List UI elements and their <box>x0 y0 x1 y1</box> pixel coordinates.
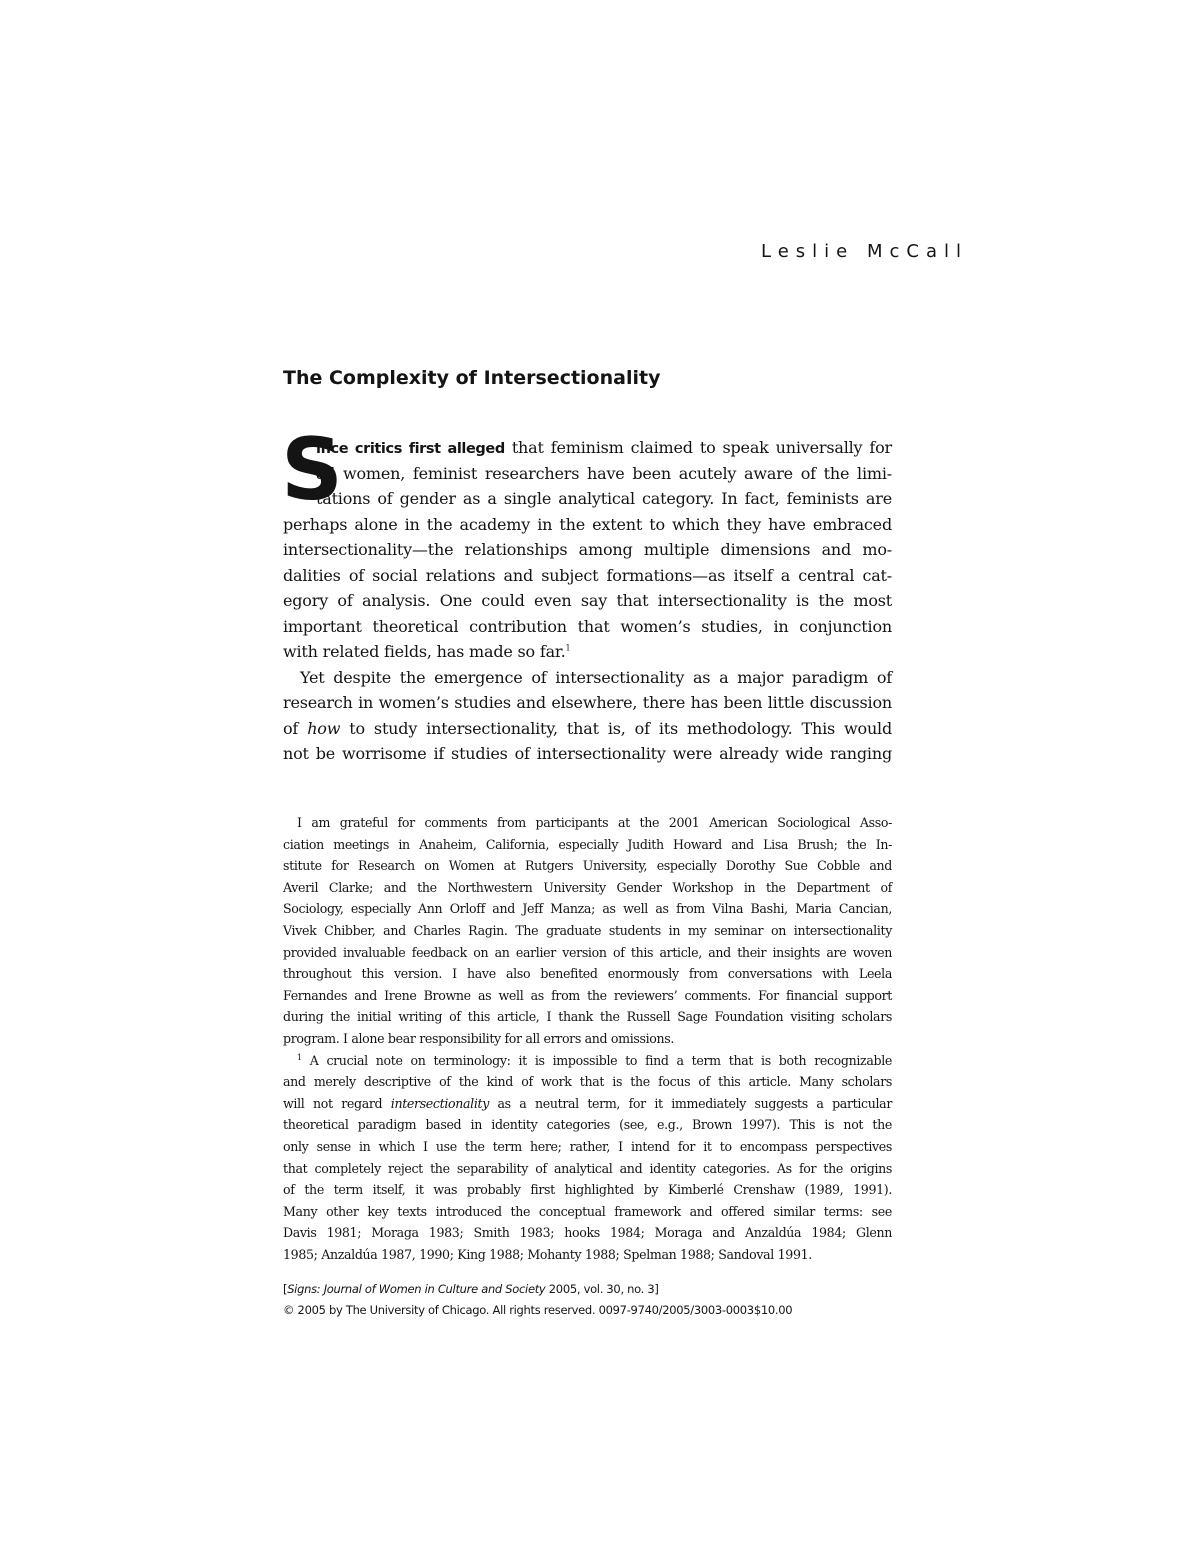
note-line: stitute for Research on Women at Rutgers University, especially Dorothy Sue Cobble and <box>283 858 892 874</box>
note-line: Vivek Chibber, and Charles Ragin. The graduate students in my seminar on intersectionality <box>283 922 892 938</box>
paragraph-1 <box>281 420 892 665</box>
text-line: not be worrisome if studies of intersectionality were already wide ranging <box>283 744 892 763</box>
author-name: Leslie McCall <box>761 241 968 262</box>
footnote-marker[interactable]: 1 <box>565 643 571 653</box>
text-line: perhaps alone in the academy in the extent to which they have embraced <box>283 514 892 534</box>
note-line: program. I alone bear responsibility for all errors and omissions. <box>283 1030 675 1046</box>
text-line: important theoretical contribution that women’s studies, in conjunction <box>283 616 892 636</box>
text-line: research in women’s studies and elsewhere, there has been little discussion <box>283 693 892 712</box>
note-line: Sociology, especially Ann Orloff and Jeff Manza; as well as from Vilna Bashi, Maria Cancian, <box>283 901 892 917</box>
footnote-number: 1 <box>297 1052 302 1062</box>
paragraph-2 <box>283 665 892 767</box>
drop-cap: S <box>281 420 343 520</box>
text-line: of how to study intersectionality, that is, of its methodology. This would <box>283 718 893 738</box>
note-line: Many other key texts introduced the conceptual framework and offered similar terms: see <box>283 1203 892 1219</box>
text-line: ince critics first alleged that feminism claimed to speak universally for <box>316 438 892 457</box>
copyright-line: © 2005 by The University of Chicago. All rights reserved. 0097-9740/2005/3003-0003$10.00 <box>283 1303 793 1317</box>
emphasis: intersectionality <box>390 1095 489 1111</box>
text-line: tations of gender as a single analytical category. In fact, feminists are <box>316 489 892 508</box>
journal-name: Signs: Journal of Women in Culture and Society <box>287 1282 546 1296</box>
text-line: dalities of social relations and subject formations—as itself a central cat- <box>283 565 892 585</box>
note-line: of the term itself, it was probably first highlighted by Kimberlé Crenshaw (1989, 1991). <box>283 1182 892 1198</box>
text-line: intersectionality—the relationships among multiple dimensions and mo- <box>283 540 892 559</box>
note-line: I am grateful for comments from participants at the 2001 American Sociological Asso- <box>297 815 892 830</box>
footnote-1 <box>283 1050 892 1266</box>
text-line: with related fields, has made so far.$^1$ <box>283 642 571 661</box>
note-line: provided invaluable feedback on an earlier version of this article, and their insights are woven <box>283 944 892 960</box>
body-text <box>281 420 893 767</box>
footnotes <box>283 812 892 1265</box>
note-line: throughout this version. I have also benefited enormously from conversations with Leela <box>283 966 892 982</box>
text-line: Yet despite the emergence of intersectionality as a major paradigm of <box>300 667 892 687</box>
note-line: will not regard intersectionality as a neutral term, for it immediately suggests a particular <box>283 1095 892 1111</box>
note-line: and merely descriptive of the kind of work that is the focus of this article. Many scholars <box>283 1074 892 1090</box>
text-line: all women, feminist researchers have been acutely aware of the limi- <box>316 463 892 483</box>
journal-citation <box>283 1279 892 1321</box>
note-line: Davis 1981; Moraga 1983; Smith 1983; hooks 1984; Moraga and Anzaldúa 1984; Glenn <box>283 1225 892 1241</box>
note-line: only sense in which I use the term here; rather, I intend for it to encompass perspectives <box>283 1138 892 1154</box>
note-line: 1985; Anzaldúa 1987, 1990; King 1988; Mohanty 1988; Spelman 1988; Sandoval 1991. <box>283 1246 812 1262</box>
note-line: $^1$ A crucial note on terminology: it is impossible to find a term that is both recognizable <box>297 1052 892 1068</box>
text-line: egory of analysis. One could even say that intersectionality is the most <box>283 591 892 610</box>
acknowledgment-note <box>283 812 892 1050</box>
note-line: Fernandes and Irene Browne as well as from the reviewers’ comments. For financial support <box>283 987 892 1003</box>
lead-in: ince critics first alleged <box>316 441 505 457</box>
emphasis: how <box>307 718 341 738</box>
note-line: that completely reject the separability of analytical and identity categories. As for the origins <box>283 1160 892 1176</box>
note-line: theoretical paradigm based in identity categories (see, e.g., Brown 1997). This is not the <box>283 1117 892 1133</box>
article-title: The Complexity of Intersectionality <box>283 367 661 389</box>
note-line: Averil Clarke; and the Northwestern University Gender Workshop in the Department of <box>283 879 892 895</box>
note-line: ciation meetings in Anaheim, California, especially Judith Howard and Lisa Brush; the In- <box>283 836 892 852</box>
journal-line: [Signs: Journal of Women in Culture and Society 2005, vol. 30, no. 3] <box>283 1282 659 1296</box>
note-line: during the initial writing of this article, I thank the Russell Sage Foundation visiting scholars <box>283 1009 892 1025</box>
